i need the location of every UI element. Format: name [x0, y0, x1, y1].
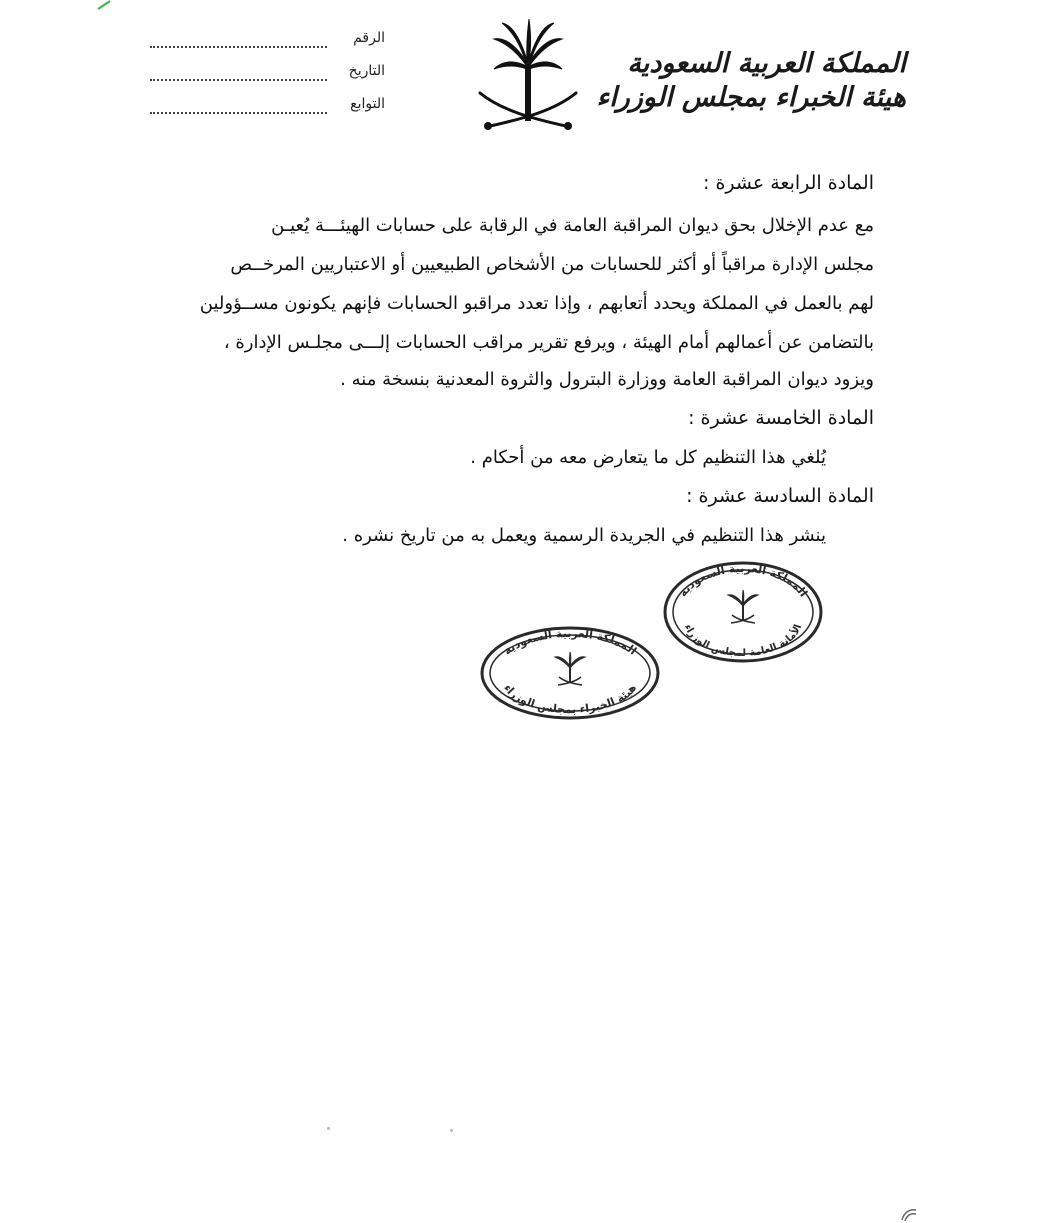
- official-seal-stamp-icon: [662, 560, 824, 664]
- ref-date-dotted-line: [150, 79, 327, 81]
- stamp-1-palm-icon: [728, 590, 758, 623]
- official-seal-stamp-icon: [478, 624, 662, 722]
- ref-date-field: [145, 63, 385, 87]
- article-15-heading: المادة الخامسة عشرة :: [688, 407, 874, 429]
- ref-attachments-label: التوابع: [350, 96, 385, 112]
- article-14-line-3: لهم بالعمل في المملكة ويحدد أتعابهم ، وإذا تعدد مراقبو الحسابات فإنهم يكونون مســؤولين: [199, 293, 874, 314]
- scan-speck: [450, 1129, 453, 1132]
- article-16-heading: المادة السادسة عشرة :: [686, 485, 874, 507]
- ref-date-label: التاريخ: [348, 63, 385, 79]
- ref-number-dotted-line: [150, 46, 327, 48]
- ref-attachments-field: [145, 96, 385, 120]
- saudi-palm-and-swords-emblem-icon: [472, 15, 584, 140]
- stamp-1-inner-text: الأمانة العامة لمجلس الوزراء: [681, 622, 805, 660]
- ref-attachments-dotted-line: [150, 112, 327, 114]
- article-14-heading: المادة الرابعة عشرة :: [703, 172, 874, 194]
- stamp-2-inner-text: هيئة الخبراء بمجلس الوزراء: [500, 681, 640, 717]
- org-name-line-1: المملكة العربية السعودية: [627, 48, 906, 79]
- scan-speck: [327, 1127, 330, 1130]
- article-14-line-1: مع عدم الإخلال بحق ديوان المراقبة العامة في الرقابة على حسابات الهيئـــة يُعيـن: [271, 215, 874, 236]
- ref-number-label: الرقم: [353, 30, 385, 46]
- corner-mark-icon: [96, 0, 112, 10]
- stamp-1-outer-text: المملكة العربية السعودية: [676, 561, 811, 600]
- stamp-2-palm-icon: [555, 652, 585, 685]
- article-14-line-2: مجلس الإدارة مراقباً أو أكثر للحسابات من الأشخاص الطبيعيين أو الاعتباريين المرخــص: [230, 254, 874, 275]
- scan-mark-icon: [900, 1206, 918, 1222]
- article-16-line-1: ينشر هذا التنظيم في الجريدة الرسمية ويعمل به من تاريخ نشره .: [342, 525, 826, 546]
- stamp-2-outer-text: المملكة العربية السعودية: [501, 626, 640, 658]
- article-15-line-1: يُلغي هذا التنظيم كل ما يتعارض معه من أحكام .: [470, 447, 826, 468]
- article-14-line-4: بالتضامن عن أعمالهم أمام الهيئة ، ويرفع تقرير مراقب الحسابات إلـــى مجلـس الإدارة ،: [223, 332, 874, 353]
- org-name-line-2: هيئة الخبراء بمجلس الوزراء: [596, 82, 906, 113]
- ref-number-field: [145, 30, 385, 54]
- article-14-line-5: ويزود ديوان المراقبة العامة ووزارة البترول والثروة المعدنية بنسخة منه .: [340, 369, 874, 390]
